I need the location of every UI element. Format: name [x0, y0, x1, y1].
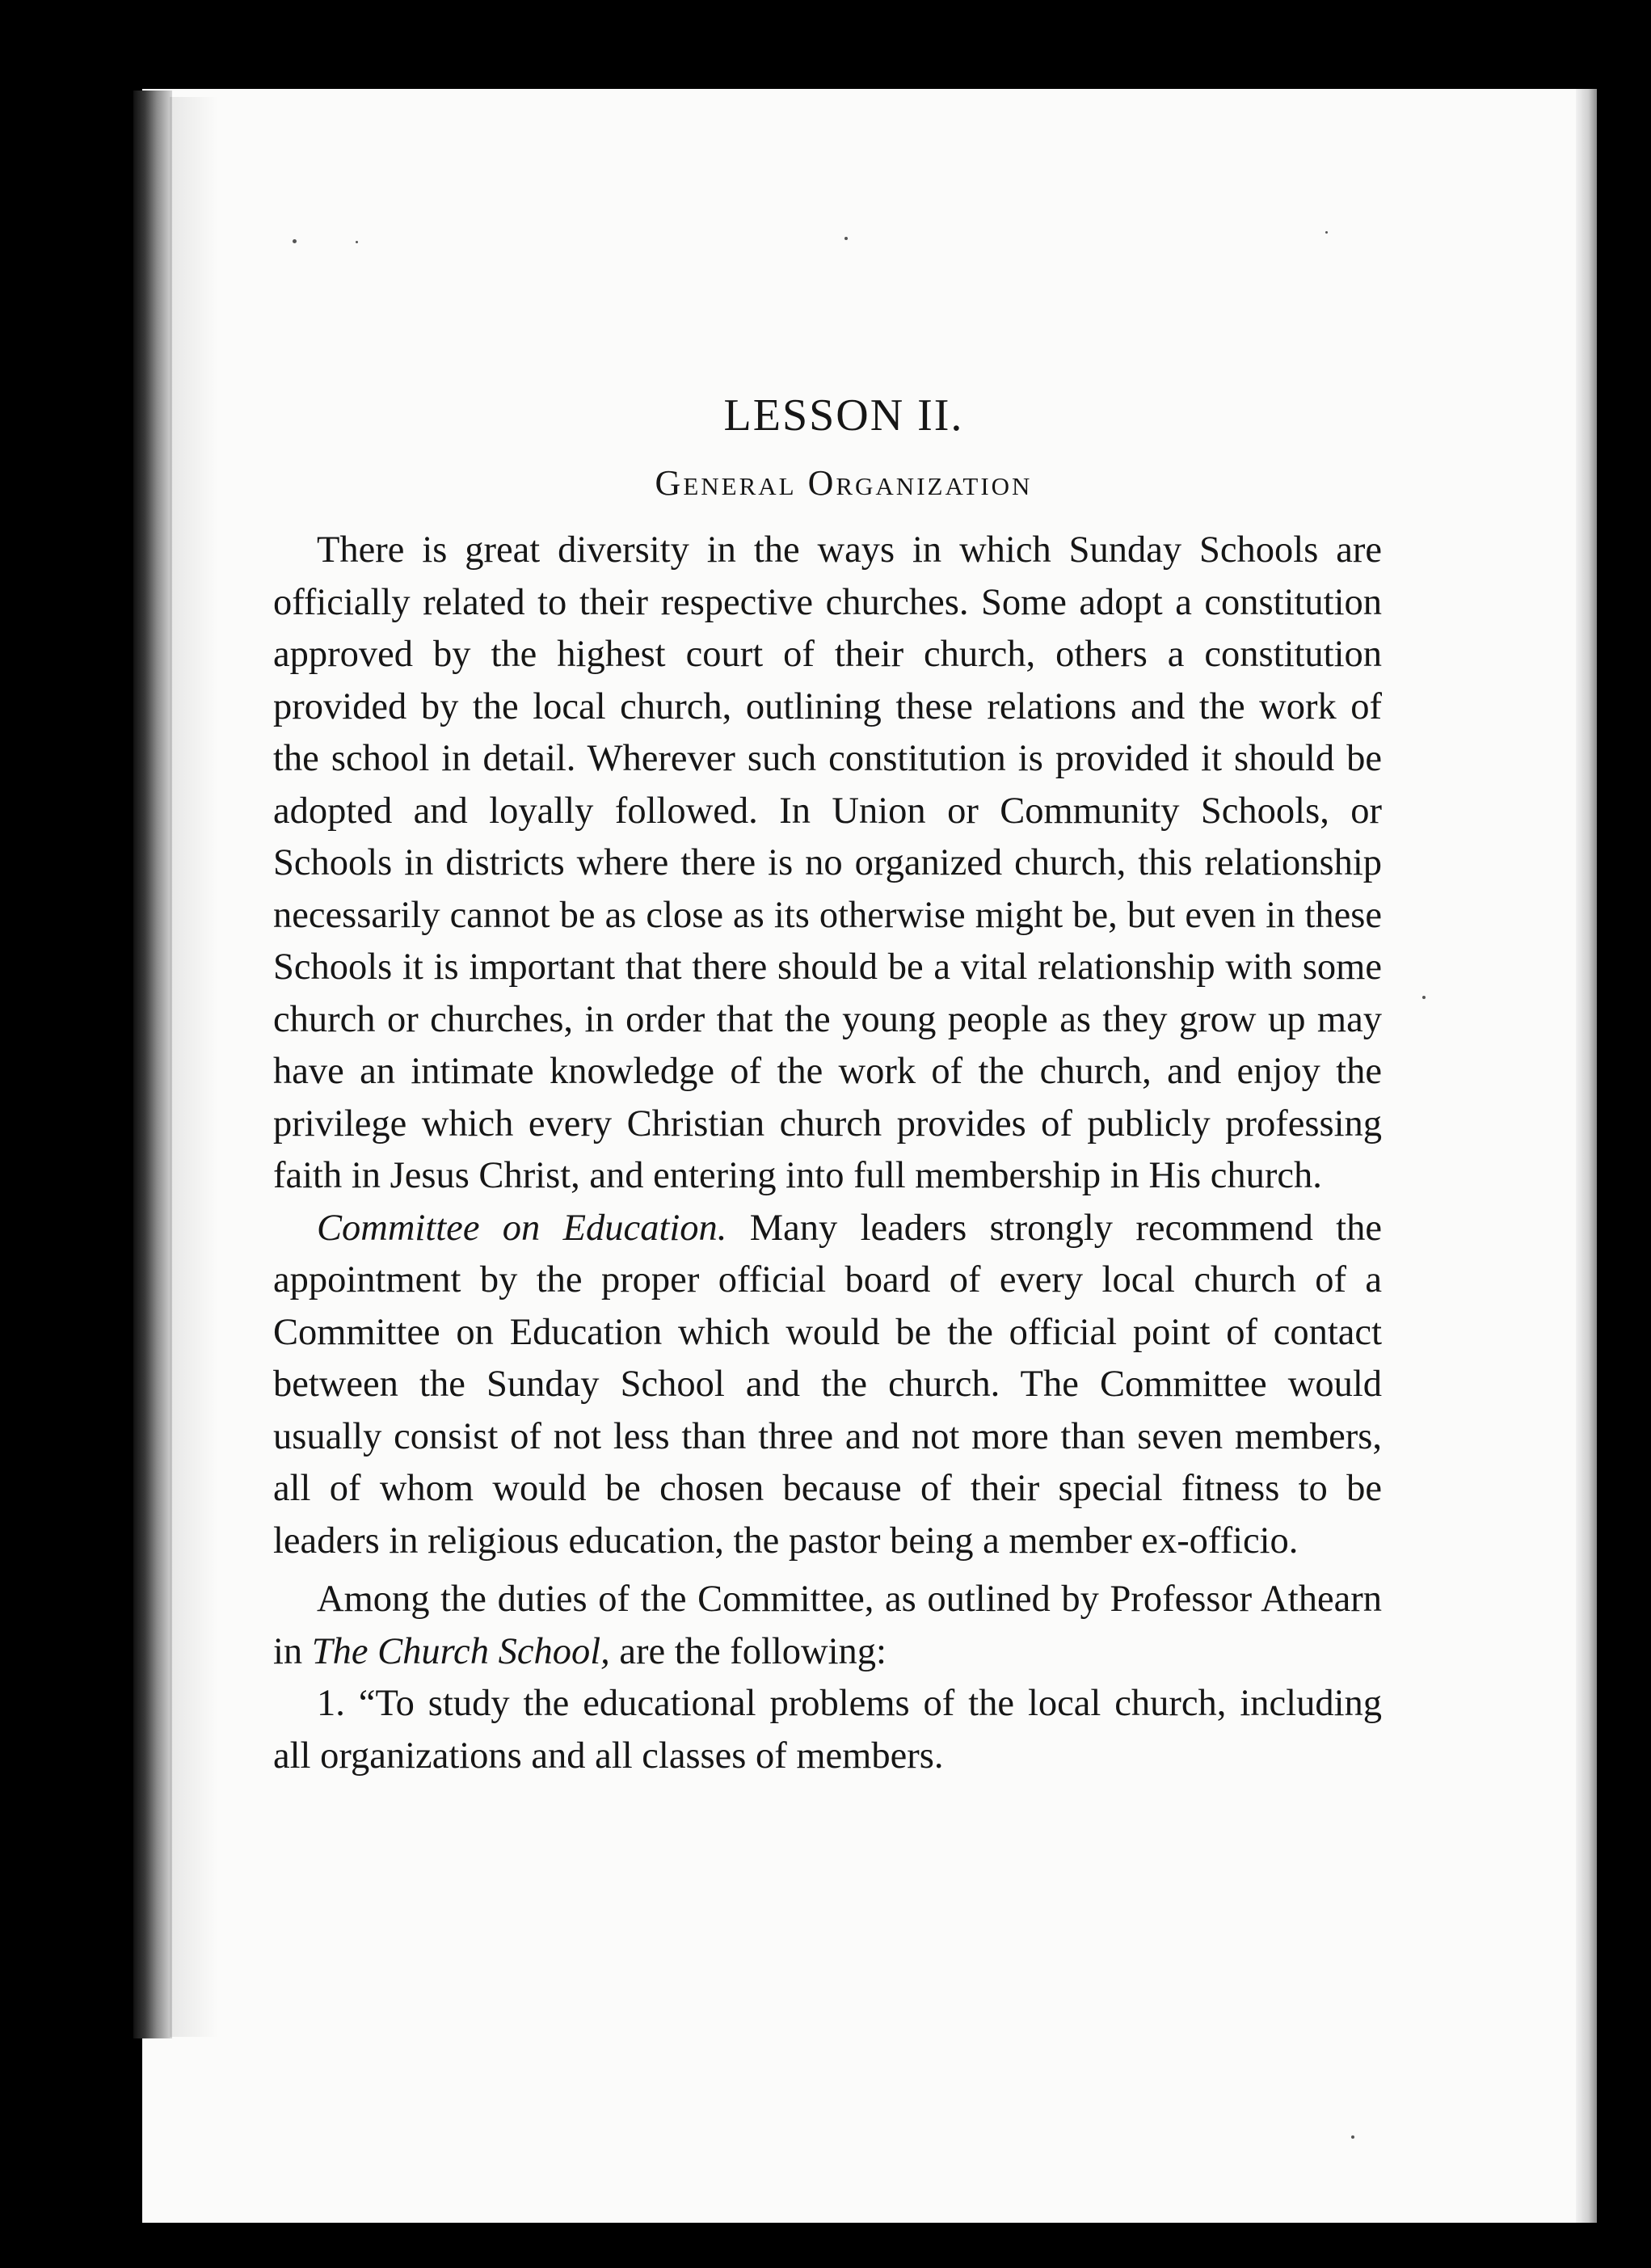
lesson-heading: LESSON II.: [723, 390, 964, 441]
paragraph-committee-on-education: [273, 1203, 1382, 1568]
scan-speck: [844, 237, 848, 240]
committee-duties-tail: are the following:: [609, 1630, 887, 1672]
duty-item-1: 1. “To study the educational problems of the local church, including all organizations and all classes of members.: [273, 1683, 1382, 1777]
scan-speck: [1422, 996, 1426, 999]
committee-duties-intro: Among the duties of the Committee, as outlined by Professor Athearn in: [273, 1579, 1382, 1672]
page-right-edge: [1576, 89, 1597, 2223]
scan-speck: [1351, 2135, 1354, 2139]
paragraph-church-relations: There is great diversity in the ways in which Sunday Schools are officially related to their respective churches. Some adopt a constitution approved by the highest court of their church, others a constitution provided by the local church, outlining these relations and the work of the school in detail. Wherever such constitution is provided it should be adopted and loyally followed. In Union or Community Schools, or Schools in districts where there is no organized church, this relationship necessarily cannot be as close as its otherwise might be, but even in these Schools it is important that there should be a vital relationship with some church or churches, in order that the young people as they grow up may have an intimate knowledge of the work of the church, and enjoy the privilege which every Christian church provides of publicly professing faith in Jesus Christ, and entering into full membership in His church.: [273, 529, 1382, 1196]
scan-speck: [356, 241, 358, 243]
binding-shadow: [170, 97, 218, 2037]
scan-speck: [1325, 231, 1328, 234]
book-title-reference: The Church School,: [311, 1630, 610, 1672]
page-binding-edge: [133, 91, 172, 2038]
committee-on-education-lead: Committee on Education.: [317, 1207, 727, 1249]
page-content: [273, 380, 1382, 1782]
committee-on-education-text: Many leaders strongly recommend the appointment by the proper official board of every local church of a Committee on Education which would be the official point of contact between the Sunday School and the church. The Committee would usually consist of not less than three and not more than seven members, all of whom would be chosen because of their special fitness to be leaders in religious education, the pastor being a member ex-officio.: [273, 1207, 1382, 1562]
scan-speck: [293, 239, 297, 243]
section-title: General Organization: [655, 463, 1033, 503]
paragraph-committee-duties: [273, 1574, 1382, 1678]
